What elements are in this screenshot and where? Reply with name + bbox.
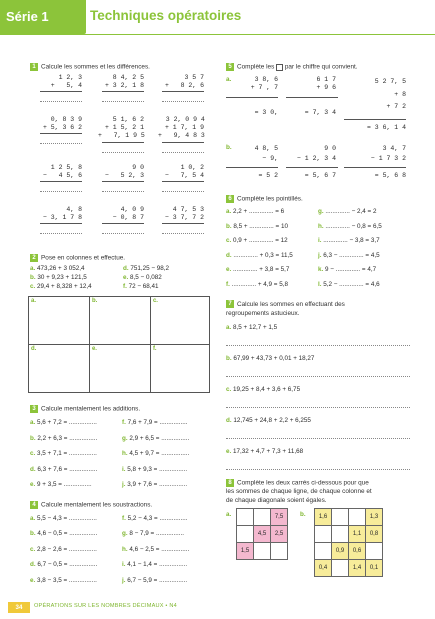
ex5-block — [226, 74, 410, 186]
ex6-item[interactable]: d. .............. + 0,3 = 11,5 — [226, 251, 293, 259]
ex6-item[interactable]: e. .............. + 3,8 = 5,7 — [226, 266, 290, 274]
magic-square-cell: 7,5 — [271, 509, 288, 526]
ex2-instruction: Pose en colonnes et effectue. — [41, 254, 126, 262]
ex1-answer-dots[interactable] — [102, 233, 144, 234]
ex1-result-line — [40, 181, 82, 182]
magic-square-cell: 4,5 — [254, 526, 271, 543]
ex3-item[interactable]: e. 9 + 3,5 = ................ — [30, 481, 92, 489]
ex3-row — [30, 481, 210, 497]
ex1-result-line — [102, 91, 144, 92]
ex7-answer-dots[interactable] — [226, 438, 410, 439]
ex1-operation: 1 2, 3 + 5, 4 — [50, 74, 82, 90]
ex1-number: 1 — [30, 63, 38, 71]
ex8-number: 8 — [226, 479, 234, 487]
ex5-a-label: a. — [226, 76, 232, 83]
ex7-item: a. 8,5 + 12,7 + 1,5 — [226, 324, 412, 355]
ex6-item[interactable]: i. .............. − 3,8 = 3,7 — [318, 237, 380, 245]
ex5-b3: 3 4, 7 − 1 7 3 2 — [370, 145, 406, 162]
ex1-result-line — [40, 223, 82, 224]
magic-square-a — [236, 508, 288, 560]
magic-square-cell[interactable] — [349, 509, 366, 526]
ex4-item[interactable]: a. 5,5 − 4,3 = ................ — [30, 515, 97, 522]
ex5-a1: 3 8, 6 + 7 , 7 — [250, 76, 278, 92]
ex1-answer-dots[interactable] — [102, 101, 144, 102]
magic-square-cell[interactable] — [332, 526, 349, 543]
ex2-cell[interactable]: d. — [29, 345, 90, 393]
ex8-b-label: b. — [300, 511, 306, 518]
magic-square-cell: 1,6 — [315, 509, 332, 526]
magic-square-cell: 1,1 — [349, 526, 366, 543]
ex2-answer-grid — [28, 296, 210, 393]
ex6-instruction: Complète les pointillés. — [237, 195, 303, 203]
ex6-item[interactable]: f. .............. + 4,9 = 5,8 — [226, 280, 288, 288]
ex5-b1: 4 8, 5 − 9, — [254, 145, 278, 162]
ex8-a-label: a. — [226, 511, 232, 518]
magic-square-cell[interactable] — [254, 543, 271, 560]
ex6-row — [226, 237, 412, 252]
ex6-item[interactable]: c. 0,9 + .............. = 12 — [226, 237, 288, 245]
ex6-item[interactable]: j. 6,3 − .............. = 4,5 — [318, 251, 380, 259]
ex6-item[interactable]: l. 5,2 − .............. = 4,6 — [318, 280, 380, 288]
ex4-number: 4 — [30, 501, 38, 509]
ex5-instruction-a: Complète les — [237, 63, 275, 71]
ex6-row — [226, 266, 412, 281]
ex4-row — [30, 530, 210, 545]
ex5-b3-result: = 5, 6 8 — [374, 172, 406, 179]
ex1-operation: 3 5 7 + 8 2, 6 — [164, 74, 204, 90]
ex1-operation: 1 0, 2 − 7, 5 4 — [164, 164, 204, 180]
ex1-answer-dots[interactable] — [40, 191, 82, 192]
ex4-row — [30, 577, 210, 592]
ex3-number: 3 — [30, 405, 38, 413]
ex4-item[interactable]: i. 4,1 − 1,4 = ................ — [122, 561, 188, 569]
ex8-instruction-3: de chaque diagonale soient égales. — [226, 496, 327, 504]
ex4-row — [30, 546, 210, 561]
ex1-answer-dots[interactable] — [40, 101, 82, 102]
ex5-b2-result: = 5, 6 7 — [304, 172, 336, 179]
ex4-heading — [30, 501, 152, 509]
ex2-item: a. 473,26 + 3 052,4 — [30, 265, 85, 272]
ex2-item: c. 29,4 + 8,328 + 12,4 — [30, 283, 92, 290]
ex1-operation: 4, 8 − 3, 1 7 8 — [42, 206, 82, 222]
ex6-row — [226, 252, 412, 267]
ex5-a2-result: = 7, 3 4 — [304, 109, 336, 116]
ex7-items — [226, 324, 412, 479]
ex4-item[interactable]: d. 6,7 − 0,5 = ................ — [30, 561, 98, 569]
magic-square-b — [314, 508, 383, 577]
ex1-result-line — [162, 181, 204, 182]
ex6-heading — [226, 195, 303, 203]
ex2-items — [30, 264, 210, 291]
ex1-answer-dots[interactable] — [40, 143, 82, 144]
ex1-result-line — [40, 133, 82, 134]
magic-square-cell: 1,5 — [237, 543, 254, 560]
ex5-b1-result: = 5 2 — [258, 172, 278, 179]
ex4-item[interactable]: f. 5,2 − 4,3 = ................ — [122, 515, 188, 522]
ex4-items — [30, 515, 210, 592]
ex7-item: c. 19,25 + 8,4 + 3,6 + 6,75 — [226, 386, 412, 417]
header-divider — [0, 34, 435, 35]
ex5-b1-line — [226, 167, 278, 168]
ex6-item[interactable]: b. 8,5 + .............. = 10 — [226, 222, 288, 230]
ex1-operations — [28, 74, 208, 246]
ex5-number: 5 — [226, 63, 234, 71]
ex7-item: e. 17,32 + 4,7 + 7,3 + 11,68 — [226, 448, 412, 479]
ex7-answer-dots[interactable] — [226, 469, 410, 470]
ex3-item[interactable]: b. 2,2 + 6,3 = ................ — [30, 434, 98, 442]
ex3-heading — [30, 405, 140, 413]
magic-square-cell[interactable] — [332, 560, 349, 577]
magic-square-cell[interactable] — [315, 526, 332, 543]
ex2-cell[interactable]: f. — [150, 345, 209, 393]
ex2-cell[interactable]: e. — [89, 345, 150, 393]
ex3-item[interactable]: h. 4,5 + 9,7 = ................ — [122, 450, 190, 458]
page-number: 34 — [8, 602, 30, 613]
page-title: Techniques opératoires — [90, 8, 242, 23]
ex1-operation: 3 2, 0 9 4 + 1 7, 1 9 + 9, 4 8 3 — [158, 116, 205, 140]
ex4-row — [30, 515, 210, 530]
ex2-item: e. 8,5 − 0,082 — [123, 274, 162, 281]
ex1-result-line — [162, 91, 204, 92]
magic-square-cell[interactable] — [332, 509, 349, 526]
ex1-operation: 5 1, 6 2 + 1 5, 2 1 + 7, 1 9 5 — [98, 116, 145, 140]
ex6-row — [226, 208, 412, 223]
ex7-item: d. 12,745 + 24,8 + 2,2 + 6,255 — [226, 417, 412, 448]
ex5-instruction-b: par le chiffre qui convient. — [284, 63, 358, 71]
footer-chapter: OPÉRATIONS SUR LES NOMBRES DÉCIMAUX • N4 — [34, 603, 177, 609]
ex7-number: 7 — [226, 300, 234, 308]
magic-square-cell[interactable] — [271, 543, 288, 560]
ex7-instruction-1: Calcule les sommes en effectuant des — [237, 301, 345, 308]
ex5-a2-line — [286, 97, 338, 98]
ex4-item[interactable]: g. 8 − 7,9 = ................ — [122, 530, 184, 538]
ex3-instruction: Calcule mentalement les additions. — [41, 405, 141, 413]
ex3-item[interactable]: f. 7,6 + 7,9 = ................ — [122, 419, 188, 426]
ex1-operation: 8 4, 2 5 + 3 2, 1 8 — [104, 74, 144, 90]
ex2-cell[interactable]: a. — [29, 297, 90, 345]
ex1-answer-dots[interactable] — [162, 233, 204, 234]
ex5-b-label: b. — [226, 144, 232, 151]
ex6-items — [226, 208, 412, 296]
ex1-operation: 4, 0 9 − 0, 8 7 — [112, 206, 144, 222]
ex5-b2: 9 0 − 1 2, 3 4 — [296, 145, 336, 162]
ex1-result-line — [162, 223, 204, 224]
ex2-cell[interactable]: c. — [150, 297, 209, 345]
magic-square-cell: 0,6 — [349, 543, 366, 560]
magic-square-cell: 0,4 — [315, 560, 332, 577]
magic-square-cell[interactable] — [366, 543, 383, 560]
ex3-item[interactable]: d. 6,3 + 7,6 = ................ — [30, 465, 98, 473]
ex1-answer-dots[interactable] — [40, 233, 82, 234]
ex5-heading — [226, 63, 358, 71]
ex8-heading — [226, 479, 372, 505]
ex1-result-line — [102, 223, 144, 224]
ex2-cell[interactable]: b. — [89, 297, 150, 345]
ex1-operation: 4 7, 5 3 − 3 7, 7 2 — [164, 206, 204, 222]
ex3-item[interactable]: g. 2,9 + 6,5 = ................ — [122, 434, 190, 442]
series-label: Série 1 — [6, 9, 49, 24]
ex5-a3: 5 2 7, 5 + 8 + 7 2 — [374, 78, 406, 110]
ex1-result-line — [162, 142, 204, 143]
magic-square-cell: 2,5 — [271, 526, 288, 543]
ex7-instruction-2: regroupements astucieux. — [226, 310, 300, 317]
ex5-a1-result: = 3 0, — [254, 109, 278, 116]
ex4-instruction: Calcule mentalement les soustractions. — [41, 501, 153, 509]
ex2-item: b. 30 + 9,23 + 121,5 — [30, 274, 87, 281]
ex3-row — [30, 419, 210, 435]
magic-square-cell[interactable] — [237, 526, 254, 543]
ex1-answer-dots[interactable] — [162, 191, 204, 192]
ex2-number: 2 — [30, 254, 38, 262]
ex3-items — [30, 419, 210, 497]
ex1-answer-dots[interactable] — [162, 152, 204, 153]
ex7-answer-dots[interactable] — [226, 345, 410, 346]
ex6-item[interactable]: a. 2,2 + .............. = 6 — [226, 208, 285, 215]
magic-square-cell[interactable] — [237, 509, 254, 526]
ex5-a3-line — [344, 119, 406, 120]
ex2-item: d. 751,25 − 98,2 — [123, 265, 170, 272]
ex4-item[interactable]: j. 6,7 − 5,9 = ................ — [122, 576, 188, 584]
ex6-item[interactable]: h. .............. − 0,8 = 6,5 — [318, 222, 382, 230]
ex6-row — [226, 281, 412, 296]
ex5-b2-line — [286, 167, 338, 168]
ex3-row — [30, 435, 210, 451]
ex4-item[interactable]: h. 4,6 − 2,5 = ................ — [122, 545, 190, 553]
ex7-heading — [226, 300, 345, 318]
ex7-answer-dots[interactable] — [226, 376, 410, 377]
ex1-heading — [30, 63, 150, 71]
magic-square-cell: 0,9 — [332, 543, 349, 560]
ex7-answer-dots[interactable] — [226, 407, 410, 408]
magic-square-cell[interactable] — [315, 543, 332, 560]
blank-box-icon — [276, 64, 283, 71]
ex5-a3-result: = 3 6, 1 4 — [366, 124, 406, 131]
magic-square-cell: 1,4 — [349, 560, 366, 577]
ex1-result-line — [102, 181, 144, 182]
ex1-operation: 1 2 5, 8 − 4 5, 6 — [42, 164, 82, 180]
ex4-row — [30, 561, 210, 576]
ex1-result-line — [40, 91, 82, 92]
ex5-a1-line — [226, 97, 278, 98]
ex3-item[interactable]: c. 3,5 + 7,1 = ................ — [30, 450, 97, 458]
ex3-row — [30, 450, 210, 466]
ex8-instruction-1: Complète les deux carrés ci-dessous pour que — [237, 479, 369, 487]
ex1-answer-dots[interactable] — [102, 152, 144, 153]
ex6-item[interactable]: g. .............. − 2,4 = 2 — [318, 208, 377, 215]
ex4-item[interactable]: c. 2,8 − 2,6 = ................ — [30, 545, 97, 553]
ex2-heading — [30, 254, 125, 262]
ex1-operation: 0, 8 3 9 + 5, 3 6 2 — [42, 116, 82, 132]
ex7-item: b. 67,99 + 43,73 + 0,01 + 18,27 — [226, 355, 412, 386]
magic-square-cell[interactable] — [254, 509, 271, 526]
ex3-row — [30, 466, 210, 482]
ex2-item: f. 72 − 68,41 — [123, 283, 159, 290]
magic-square-cell: 0,1 — [366, 560, 383, 577]
ex6-row — [226, 223, 412, 238]
ex1-result-line — [102, 142, 144, 143]
ex5-b3-line — [344, 167, 406, 168]
ex6-number: 6 — [226, 195, 234, 203]
ex1-answer-dots[interactable] — [162, 101, 204, 102]
ex1-instruction: Calcule les sommes et les différences. — [41, 63, 150, 71]
ex3-item[interactable]: a. 5,6 + 7,2 = ................ — [30, 419, 97, 426]
ex1-answer-dots[interactable] — [102, 191, 144, 192]
ex8-instruction-2: les sommes de chaque ligne, de chaque colonne et — [226, 488, 372, 496]
ex6-item[interactable]: k. 9 − .............. = 4,7 — [318, 266, 377, 274]
ex4-item[interactable]: e. 3,8 − 3,5 = ................ — [30, 576, 97, 584]
ex3-item[interactable]: j. 3,9 + 7,6 = ................ — [122, 481, 188, 489]
ex1-operation: 9 0 − 5 2, 3 — [104, 164, 144, 180]
magic-square-cell: 1,3 — [366, 509, 383, 526]
ex4-item[interactable]: b. 4,6 − 0,5 = ................ — [30, 530, 98, 538]
ex5-a2: 6 1 7 + 9 6 — [316, 76, 336, 92]
ex3-item[interactable]: i. 5,8 + 9,3 = ................ — [122, 465, 188, 473]
magic-square-cell: 0,8 — [366, 526, 383, 543]
